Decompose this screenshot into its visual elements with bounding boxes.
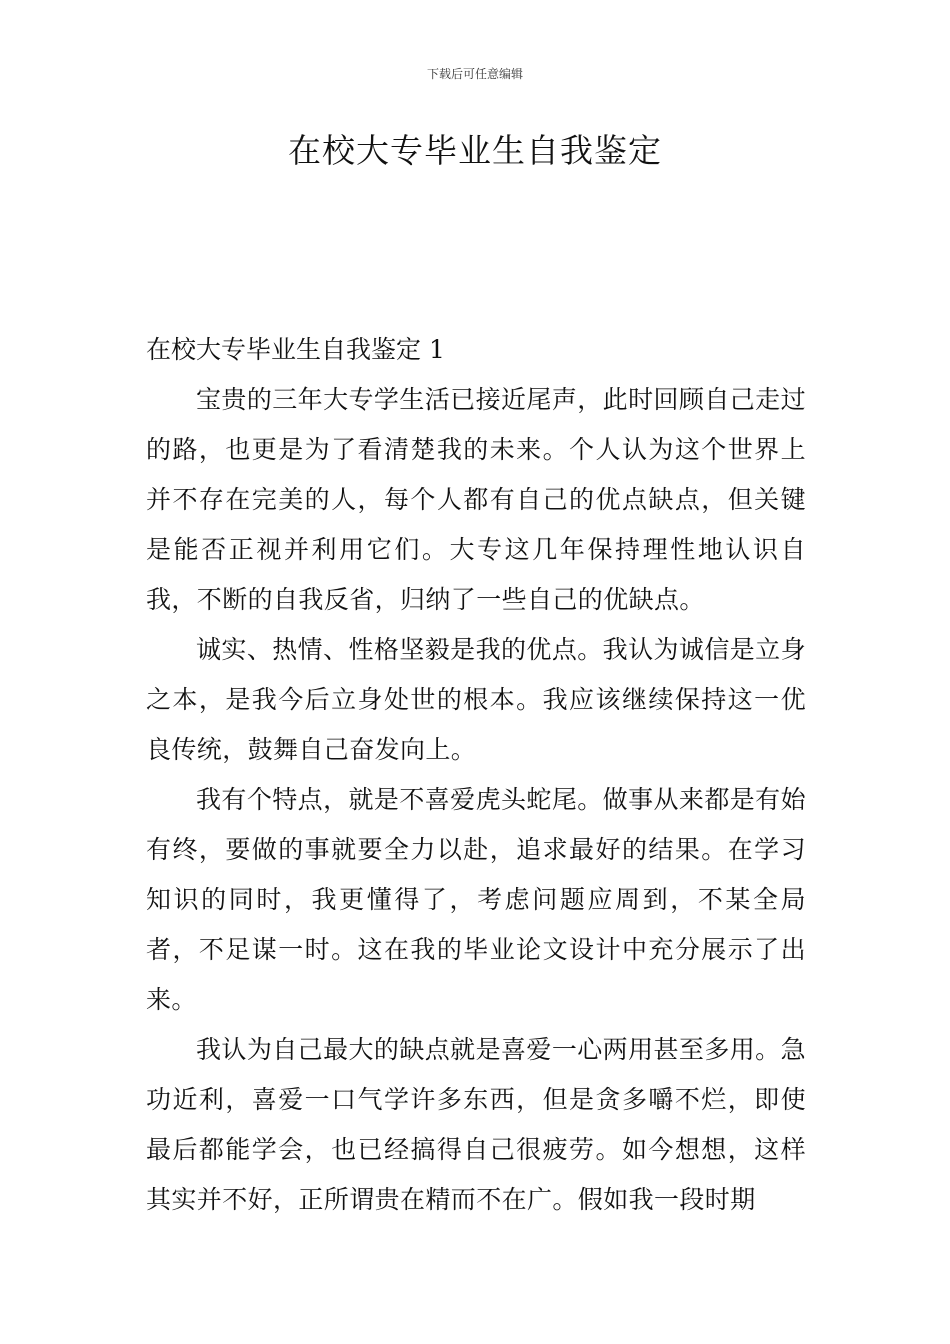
paragraph-1: 宝贵的三年大专学生活已接近尾声，此时回顾自己走过的路，也更是为了看清楚我的未来。个人认为这个世界上并不存在完美的人，每个人都有自己的优点缺点，但关键是能否正视并利用它们。大专这几年保持理性地认识自我，不断的自我反省，归纳了一些自己的优缺点。 (146, 385, 806, 614)
document-body (146, 325, 806, 1225)
section-heading: 在校大专毕业生自我鉴定 1 (146, 335, 445, 364)
paragraph-4: 我认为自己最大的缺点就是喜爱一心两用甚至多用。急功近利，喜爱一口气学许多东西，但是贪多嚼不烂，即使最后都能学会，也已经搞得自己很疲劳。如今想想，这样其实并不好，正所谓贵在精而不在广。假如我一段时期 (146, 1035, 806, 1214)
paragraph-2: 诚实、热情、性格坚毅是我的优点。我认为诚信是立身之本，是我今后立身处世的根本。我应该继续保持这一优良传统，鼓舞自己奋发向上。 (146, 635, 806, 764)
page-header-note: 下载后可任意编辑 (426, 67, 523, 81)
paragraph-3: 我有个特点，就是不喜爱虎头蛇尾。做事从来都是有始有终，要做的事就要全力以赴，追求最好的结果。在学习知识的同时，我更懂得了，考虑问题应周到，不某全局者，不足谋一时。这在我的毕业论文设计中充分展示了出来。 (146, 785, 806, 1014)
document-title: 在校大专毕业生自我鉴定 (288, 131, 662, 170)
